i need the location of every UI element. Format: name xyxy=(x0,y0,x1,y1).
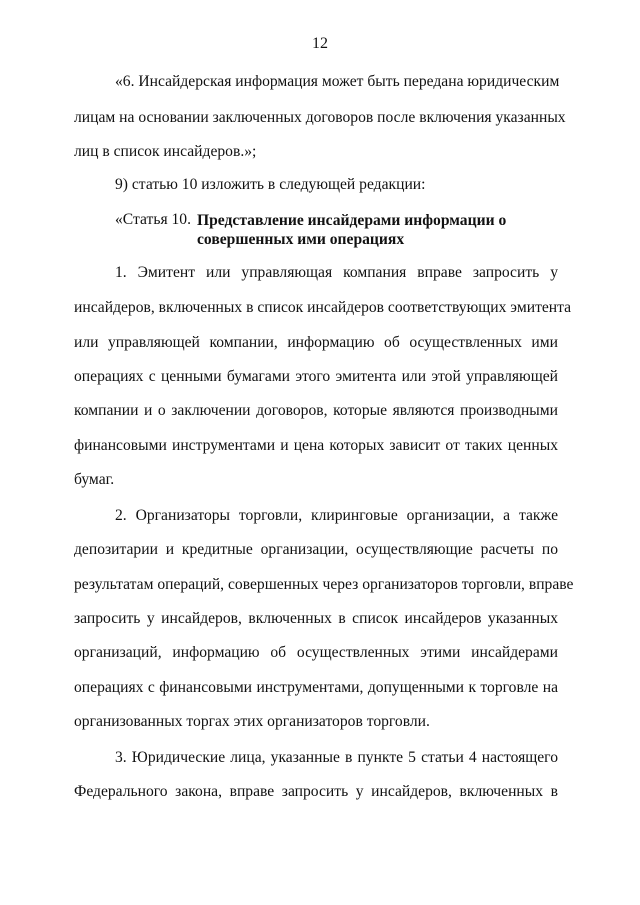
para1-line-5: компании и о заключении договоров, которые являются производными xyxy=(74,402,558,419)
para1-line-1: 1. Эмитент или управляющая компания вправе запросить у xyxy=(115,264,558,281)
para2-line-7: организованных торгах этих организаторов торговли. xyxy=(74,713,430,730)
para1-line-7: бумаг. xyxy=(74,471,115,488)
article-heading-title xyxy=(197,211,527,249)
para2-line-1: 2. Организаторы торговли, клиринговые организации, а также xyxy=(115,507,558,524)
para2-line-4: запросить у инсайдеров, включенных в список инсайдеров указанных xyxy=(74,610,558,627)
para2-line-2: депозитарии и кредитные организации, осуществляющие расчеты по xyxy=(74,541,558,558)
item9-paragraph: 9) статью 10 изложить в следующей редакции: xyxy=(115,176,426,193)
para3-line-2: Федерального закона, вправе запросить у инсайдеров, включенных в xyxy=(74,783,558,800)
para1-line-6: финансовыми инструментами и цена которых зависит от таких ценных xyxy=(74,437,558,454)
article-heading-prefix: «Статья 10. xyxy=(115,211,192,228)
quote6-line-2: лицам на основании заключенных договоров после включения указанных xyxy=(74,109,566,126)
page-number: 12 xyxy=(312,35,328,52)
para1-line-4: операциях с ценными бумагами этого эмитента или этой управляющей xyxy=(74,368,558,385)
para1-line-3: или управляющей компании, информацию об осуществленных ими xyxy=(74,334,558,351)
quote6-line-1: «6. Инсайдерская информация может быть передана юридическим xyxy=(115,73,560,90)
quote6-line-3: лиц в список инсайдеров.»; xyxy=(74,143,257,160)
para2-line-6: операциях с финансовыми инструментами, допущенными к торговле на xyxy=(74,679,558,696)
article-heading-title-line-2: совершенных ими операциях xyxy=(197,231,405,248)
para3-line-1: 3. Юридические лица, указанные в пункте 5 статьи 4 настоящего xyxy=(115,749,558,766)
para2-line-5: организаций, информацию об осуществленных этими инсайдерами xyxy=(74,644,558,661)
article-heading-title-line-1: Представление инсайдерами информации о xyxy=(197,212,507,229)
para1-line-2: инсайдеров, включенных в список инсайдеров соответствующих эмитента xyxy=(74,299,572,316)
para2-line-3: результатам операций, совершенных через организаторов торговли, вправе xyxy=(74,576,574,593)
